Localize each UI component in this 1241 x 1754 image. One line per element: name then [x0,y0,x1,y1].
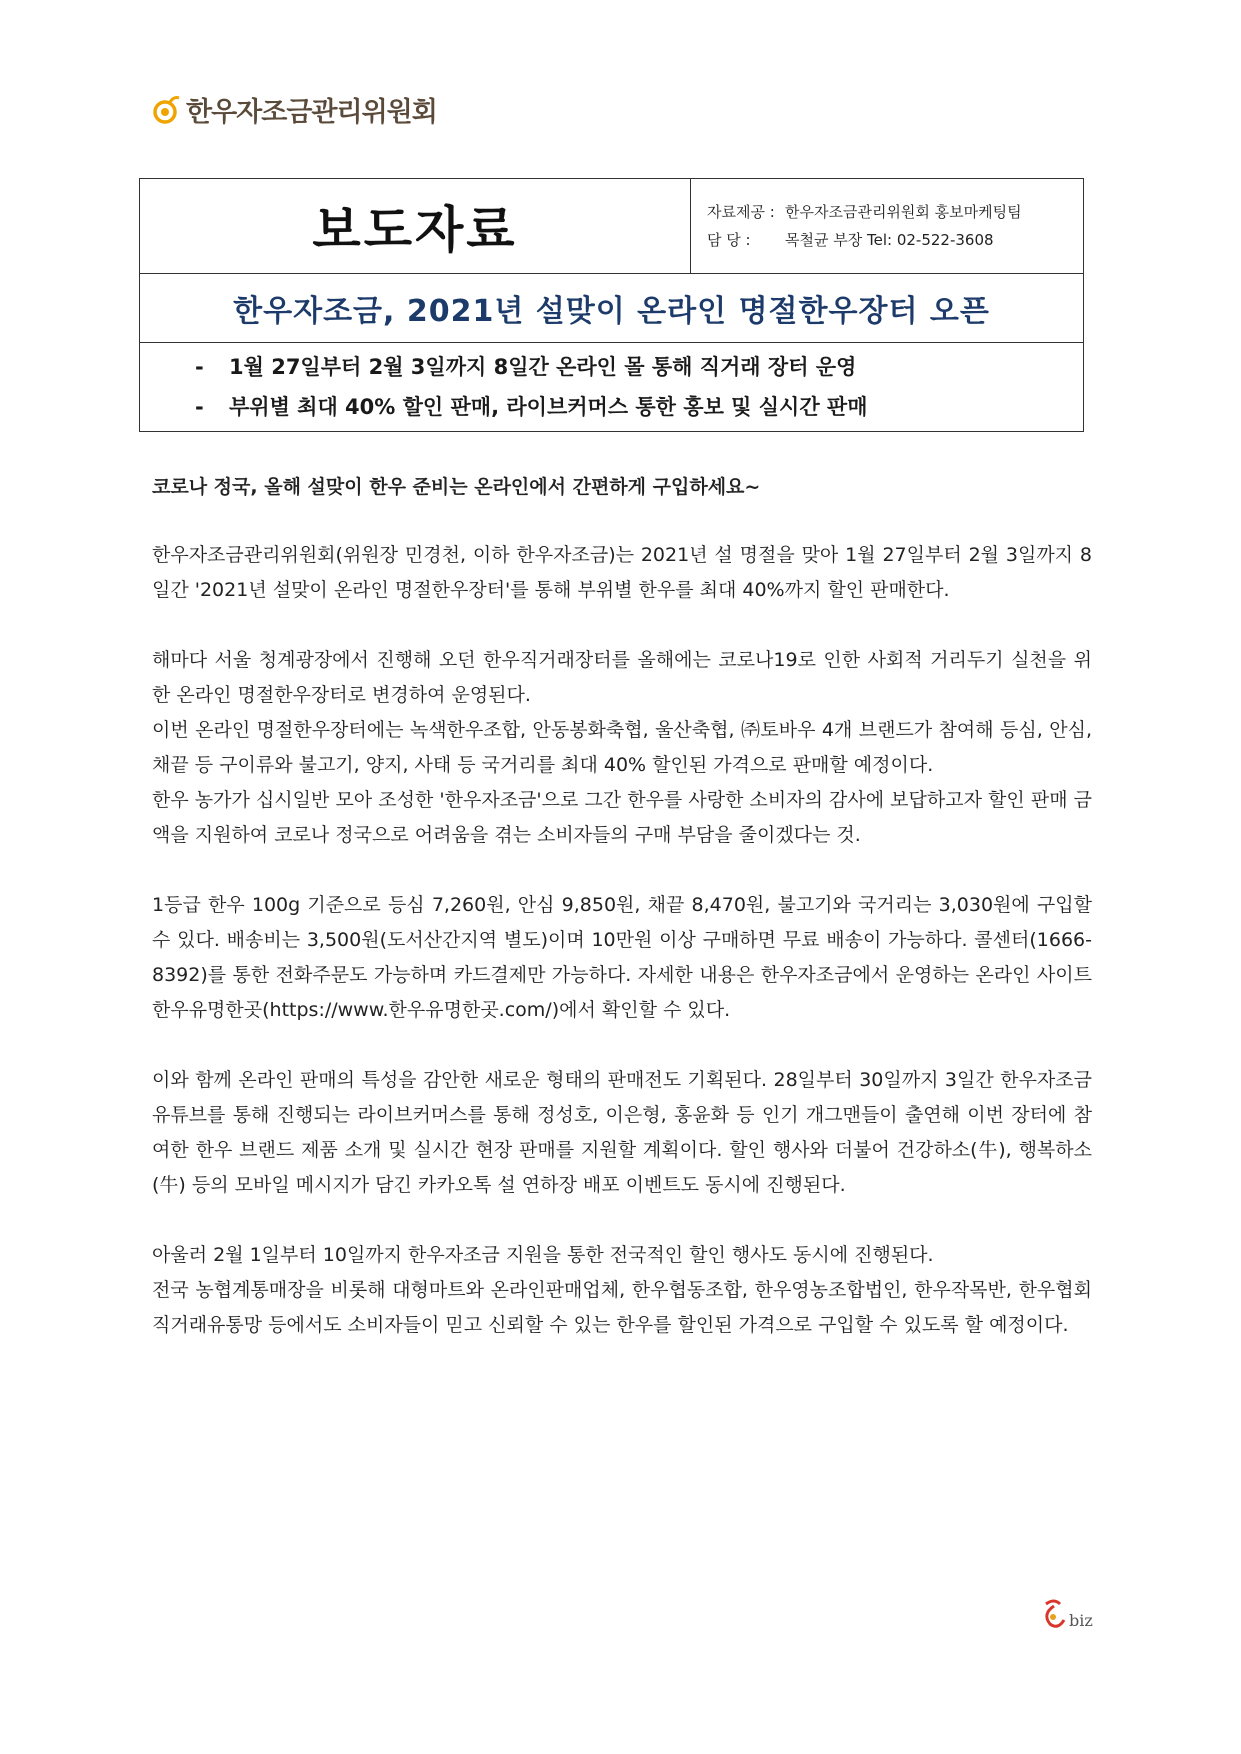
paragraph-5 [152,1238,1092,1343]
doc-type-cell [140,179,691,274]
biz-logo-text: biz [1069,1611,1093,1630]
subhead-line [195,387,1083,427]
paragraph-1 [152,538,1092,608]
org-logo-text: 한우자조금관리위원회 [186,97,437,128]
paragraph-text: 전국 농협계통매장을 비롯해 대형마트와 온라인판매업체, 한우협동조합, 한우영농조합법인, 한우작목반, 한우협회 직거래유통망 등에서도 소비자들이 믿고 신뢰할 수 있는 한우를 할인된 가격으로 구입할 수 있도록 할 예정이다. [152,1279,1092,1336]
info-value: 한우자조금관리위원회 홍보마케팅팀 [785,203,1022,221]
info-value: 목철균 부장 Tel: 02-522-3608 [785,231,994,249]
subheads-cell [140,343,1084,432]
paragraph-text: 이번 온라인 명절한우장터에는 녹색한우조합, 안동봉화축협, 울산축협, ㈜토바우 4개 브랜드가 참여해 등심, 안심, 채끝 등 구이류와 불고기, 양지, 사태 등 국거리를 최대 40% 할인된 가격으로 판매할 예정이다. [152,719,1092,776]
paragraph-text: 아울러 2월 1일부터 10일까지 한우자조금 지원을 통한 전국적인 할인 행사도 동시에 진행된다. [152,1244,934,1266]
paragraph-3 [152,888,1092,1028]
biz-logo-icon [1040,1598,1068,1630]
lead-sentence: 코로나 정국, 올해 설맞이 한우 준비는 온라인에서 간편하게 구입하세요~ [152,476,761,498]
paragraph-text: 한우자조금관리위원회(위원장 민경천, 이하 한우자조금)는 2021년 설 명절을 맞아 1월 27일부터 2월 3일까지 8일간 '2021년 설맞이 온라인 명절한우장터'를 통해 부위별 한우를 최대 40%까지 할인 판매한다. [152,544,1092,601]
paragraph-4 [152,1063,1092,1203]
headline: 한우자조금, 2021년 설맞이 온라인 명절한우장터 오픈 [233,294,990,329]
press-header-table [139,178,1084,432]
paragraph-text: 이와 함께 온라인 판매의 특성을 감안한 새로운 형태의 판매전도 기획된다. 28일부터 30일까지 3일간 한우자조금 유튜브를 통해 진행되는 라이브커머스를 통해 정성호, 이은형, 홍윤화 등 인기 개그맨들이 출연해 이번 장터에 참여한 한우 브랜드 제품 소개 및 실시간 현장 판매를 지원할 계획이다. 할인 행사와 더불어 건강하소(牛), 행복하소(牛) 등의 모바일 메시지가 담긴 카카오톡 설 연하장 배포 이벤트도 동시에 진행된다. [152,1069,1092,1196]
headline-cell [140,274,1084,343]
info-label: 자료제공 : [707,203,775,221]
contact-info-cell [691,179,1084,274]
subhead-dash: - [195,395,204,419]
biz-logo [1040,1598,1093,1630]
subhead-text: 부위별 최대 40% 할인 판매, 라이브커머스 통한 홍보 및 실시간 판매 [229,395,868,419]
info-row-contact [707,226,1083,254]
subhead-text: 1월 27일부터 2월 3일까지 8일간 온라인 몰 통해 직거래 장터 운영 [229,355,857,379]
article-body [152,470,1092,1378]
info-row-provider [707,198,1083,226]
subhead-line [195,347,1083,387]
paragraph-text: 한우 농가가 십시일반 모아 조성한 '한우자조금'으로 그간 한우를 사랑한 소비자의 감사에 보답하고자 할인 판매 금액을 지원하여 코로나 정국으로 어려움을 겪는 소비자들의 구매 부담을 줄이겠다는 것. [152,789,1092,846]
doc-type-title: 보도자료 [312,201,518,259]
hanwoo-logo-icon [150,94,182,126]
info-label: 담 당 : [707,231,751,249]
paragraph-text: 1등급 한우 100g 기준으로 등심 7,260원, 안심 9,850원, 채끝 8,470원, 불고기와 국거리는 3,030원에 구입할 수 있다. 배송비는 3,500원(도서산간지역 별도)이며 10만원 이상 구매하면 무료 배송이 가능하다. 콜센터(1666-8392)를 통한 전화주문도 가능하며 카드결제만 가능하다. 자세한 내용은 한우자조금에서 운영하는 온라인 사이트 한우유명한곳(https://www.한우유명한곳.com/)에서 확인할 수 있다. [152,894,1092,1021]
paragraph-2 [152,643,1092,853]
org-logo [150,90,437,129]
paragraph-text: 해마다 서울 청계광장에서 진행해 오던 한우직거래장터를 올해에는 코로나19로 인한 사회적 거리두기 실천을 위한 온라인 명절한우장터로 변경하여 운영된다. [152,649,1092,706]
subhead-dash: - [195,355,204,379]
